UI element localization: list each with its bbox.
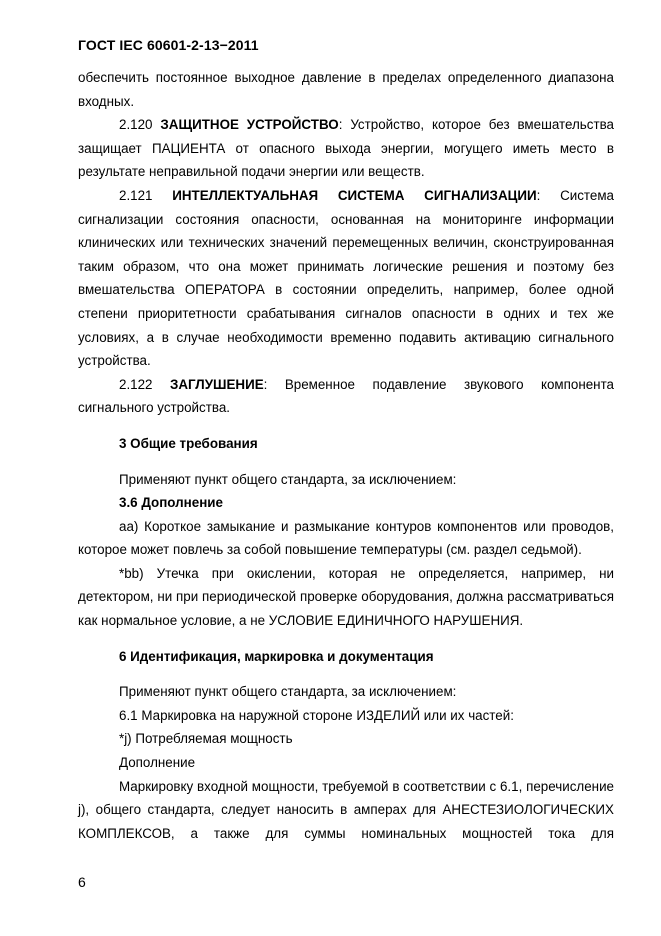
definition-term: ИНТЕЛЛЕКТУАЛЬНАЯ СИСТЕМА СИГНАЛИЗАЦИИ bbox=[172, 187, 537, 203]
definition-2-120 bbox=[78, 113, 614, 184]
definition-number: 2.120 bbox=[119, 117, 161, 133]
section-6-body: Маркировку входной мощности, требуемой в соответствии с 6.1, перечисление j), общего стандарта, следует наносить в амперах для АНЕСТЕЗИОЛОГИЧЕСКИХ КОМПЛЕКСОВ, а также для суммы номинальных мощностей тока для bbox=[78, 778, 614, 841]
subsection-3-6-heading: 3.6 Дополнение bbox=[119, 495, 223, 511]
definition-2-121 bbox=[78, 184, 614, 373]
definition-2-122 bbox=[78, 373, 614, 420]
definition-term: ЗАГЛУШЕНИЕ bbox=[169, 376, 264, 392]
document-body bbox=[78, 66, 614, 845]
page-number: 6 bbox=[78, 874, 86, 890]
definition-text: : Устройство, которое без вмешательства защищает ПАЦИЕНТА от опасного выхода энергии, могущего иметь место в результате неправильной подачи энергии или веществ. bbox=[78, 117, 614, 180]
subsection-6-1: 6.1 Маркировка на наружной стороне ИЗДЕЛИЙ или их частей: bbox=[119, 707, 514, 723]
definition-number: 2.121 bbox=[119, 187, 173, 203]
paragraph-continuation: обеспечить постоянное выходное давление в пределах определенного диапазона входных. bbox=[78, 70, 614, 109]
list-item-aa: aa) Короткое замыкание и размыкание контуров компонентов или проводов, которое может повлечь за собой повышение температуры (см. раздел седьмой). bbox=[78, 518, 614, 558]
definition-number: 2.122 bbox=[119, 376, 170, 392]
definition-term: ЗАЩИТНОЕ УСТРОЙСТВО bbox=[160, 117, 339, 133]
document-header: ГОСТ IEC 60601-2-13−2011 bbox=[78, 37, 259, 53]
section-3-intro: Применяют пункт общего стандарта, за исключением: bbox=[119, 471, 457, 487]
list-item-j: *j) Потребляемая мощность bbox=[119, 731, 293, 747]
section-3-heading: 3 Общие требования bbox=[119, 435, 258, 451]
section-6-heading: 6 Идентификация, маркировка и документация bbox=[119, 648, 434, 664]
list-item-bb: *bb) Утечка при окислении, которая не определяется, например, ни детектором, ни при периодической проверке оборудования, должна рассматриваться как нормальное условие, а не УСЛОВИЕ ЕДИНИЧНОГО НАРУШЕНИЯ. bbox=[78, 565, 614, 629]
addition-label: Дополнение bbox=[119, 755, 196, 771]
definition-text: : Система сигнализации состояния опасности, основанная на мониторинге информации клинических или технических значений перемещенных величин, сконструированная таким образом, что она может принимать логические решения и поэтому без вмешательства ОПЕРАТОРА в состоянии определить, например, более одной степени приоритетности срабатывания сигналов опасности в одних и тех же условиях, а в случае необходимости временно подавить активацию сигнального устройства. bbox=[78, 187, 615, 369]
section-6-intro: Применяют пункт общего стандарта, за исключением: bbox=[119, 684, 457, 700]
definition-text: : Временное подавление звукового компонента сигнального устройства. bbox=[78, 376, 615, 416]
